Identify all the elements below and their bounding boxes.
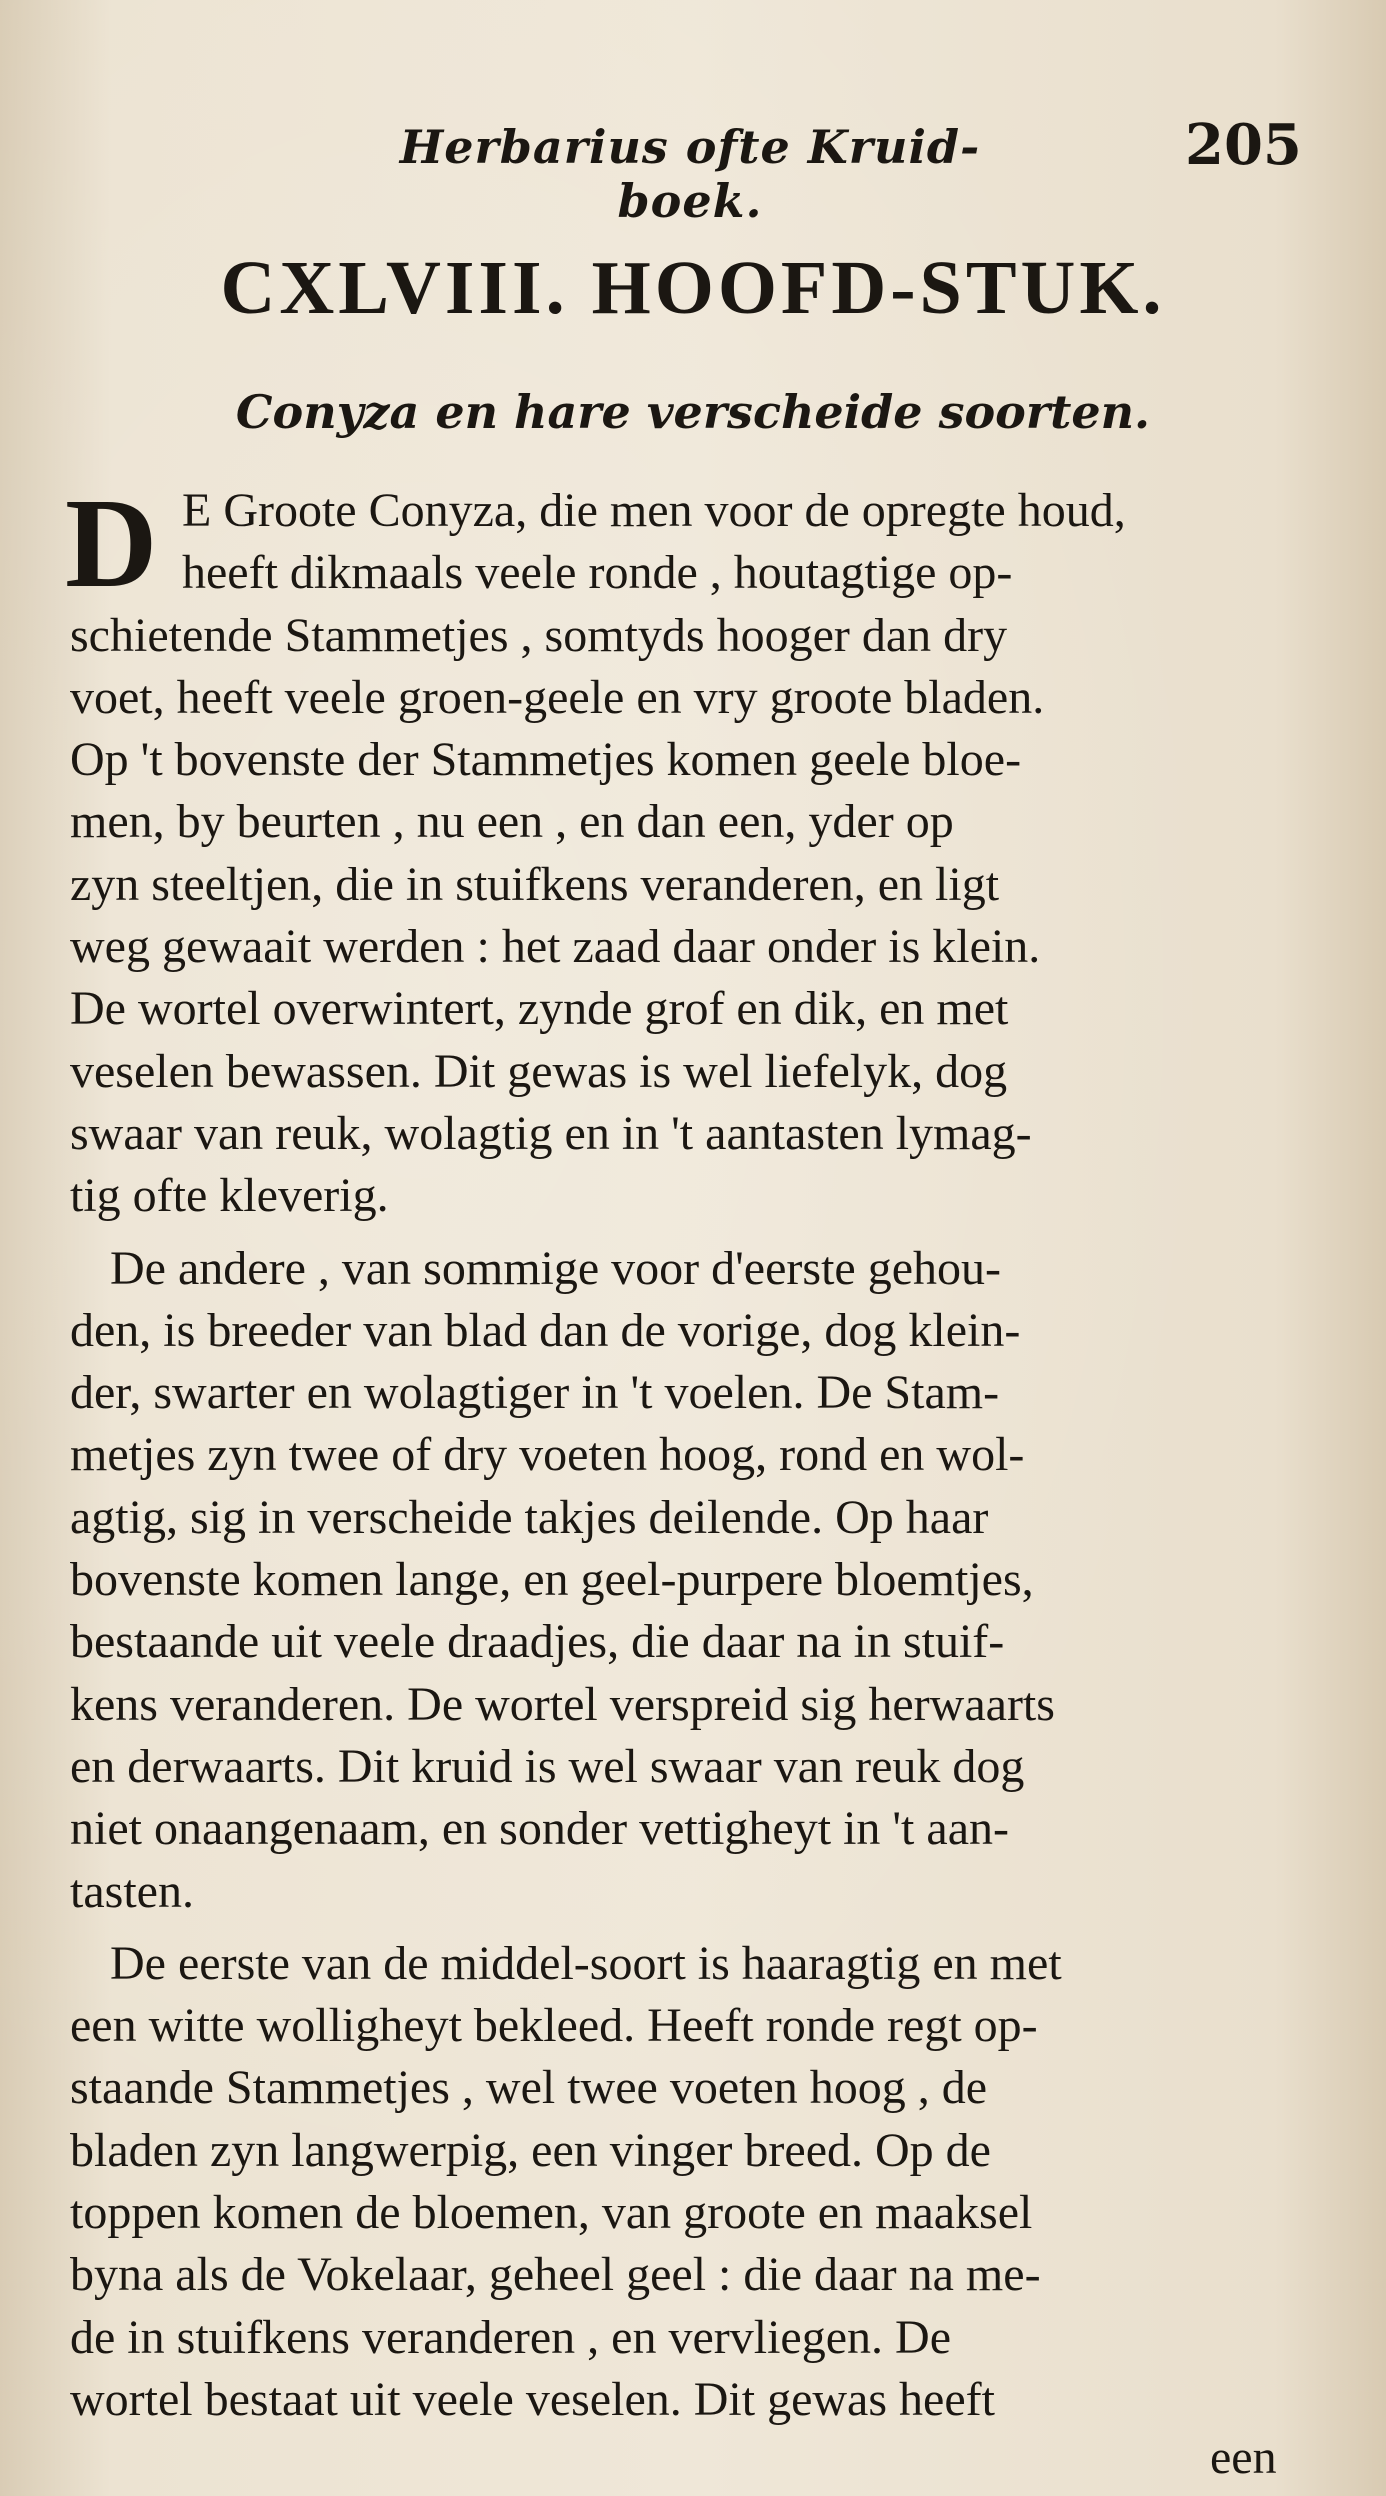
chapter-title: CXLVIII. HOOFD-STUK. (220, 246, 1166, 330)
text-line: voet, heeft veele groen-geele en vry groote bladen. (70, 670, 1045, 724)
text-line: der, swarter en wolagtiger in 't voelen. De Stam- (70, 1366, 1000, 1420)
text-line: wortel bestaat uit veele veselen. Dit gewas heeft (70, 2372, 995, 2426)
text-line: een witte wolligheyt bekleed. Heeft ronde regt op- (70, 1999, 1038, 2053)
text-line: kens veranderen. De wortel verspreid sig herwaarts (70, 1677, 1055, 1731)
text-line: en derwaarts. Dit kruid is wel swaar van reuk dog (70, 1739, 1025, 1793)
text-line: tig ofte kleverig. (70, 1169, 389, 1223)
text-line: veselen bewassen. Dit gewas is wel liefelyk, dog (70, 1044, 1008, 1098)
text-line: den, is breeder van blad dan de vorige, dog klein- (70, 1303, 1021, 1357)
catchword: een (1210, 2431, 1277, 2484)
text-line: Op 't bovenste der Stammetjes komen geele bloe- (70, 733, 1022, 787)
text-line: De wortel overwintert, zynde grof en dik, en met (70, 982, 1009, 1036)
text-line: De eerste van de middel-soort is haaragtig en met (110, 1936, 1062, 1990)
text-line: metjes zyn twee of dry voeten hoog, rond en wol- (70, 1428, 1025, 1482)
text-line: de in stuifkens veranderen , en vervliegen. De (70, 2310, 951, 2364)
text-line: heeft dikmaals veele ronde , houtagtige op- (182, 546, 1013, 600)
text-line: schietende Stammetjes , somtyds hooger dan dry (70, 608, 1008, 662)
text-line: De andere , van sommige voor d'eerste gehou- (110, 1241, 1001, 1295)
text-line: zyn steeltjen, die in stuifkens veranderen, en ligt (70, 857, 1000, 911)
text-line: toppen komen de bloemen, van groote en maaksel (70, 2186, 1033, 2240)
text-line: bovenste komen lange, en geel-purpere bloemtjes, (70, 1553, 1034, 1607)
page-number: 205 (1185, 112, 1302, 178)
running-head: Herbarius ofte Kruid-boek. (399, 120, 981, 228)
text-line: tasten. (70, 1864, 194, 1918)
text-line: bladen zyn langwerpig, een vinger breed. Op de (70, 2123, 991, 2177)
text-line: staande Stammetjes , wel twee voeten hoog , de (70, 2061, 988, 2115)
text-line: swaar van reuk, wolagtig en in 't aantasten lymag- (70, 1106, 1032, 1160)
text-line: byna als de Vokelaar, geheel geel : die daar na me- (70, 2248, 1041, 2302)
text-line: bestaande uit veele draadjes, die daar na in stuif- (70, 1615, 1005, 1669)
text-line: men, by beurten , nu een , en dan een, yder op (70, 795, 954, 849)
body-text (65, 472, 1285, 2431)
chapter-subtitle: Conyza en hare verscheide soorten. (235, 385, 1151, 439)
text-line: weg gewaait werden : het zaad daar onder is klein. (70, 920, 1041, 974)
text-line: niet onaangenaam, en sonder vettigheyt in 't aan- (70, 1802, 1009, 1856)
drop-cap: D (65, 472, 158, 614)
text-line-content: E Groote Conyza, die men voor de opregte houd, (182, 484, 1126, 537)
text-line: agtig, sig in verscheide takjes deilende. Op haar (70, 1490, 989, 1544)
